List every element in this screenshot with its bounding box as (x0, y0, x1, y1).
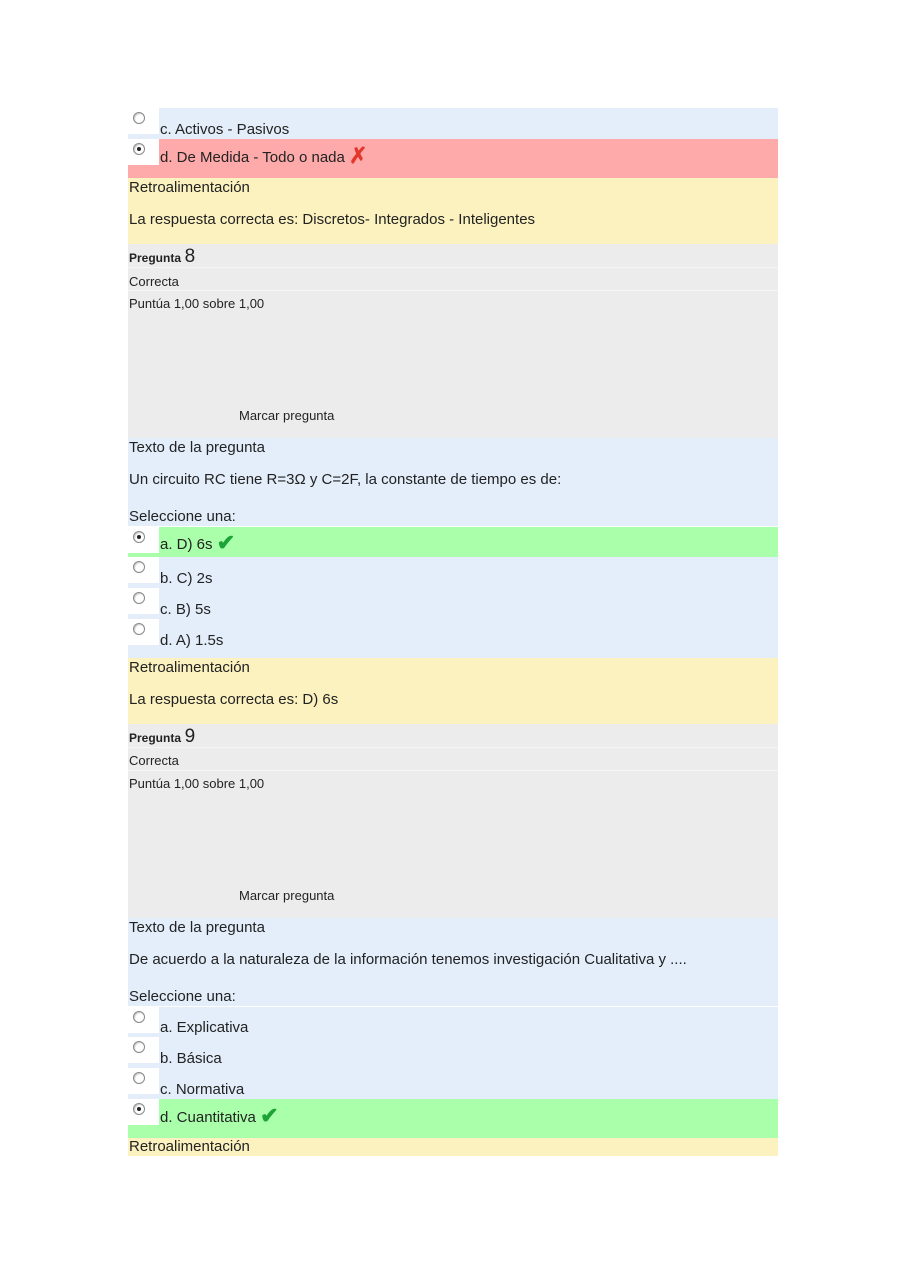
option-label: d. De Medida - Todo o nada (160, 149, 345, 166)
question-text-panel (128, 918, 778, 1006)
feedback-title: Retroalimentación (129, 179, 250, 196)
feedback-text: La respuesta correcta es: D) 6s (129, 691, 339, 708)
feedback-title: Retroalimentación (129, 659, 250, 676)
feedback-panel (128, 178, 778, 244)
feedback-title: Retroalimentación (129, 1138, 250, 1155)
radio-button[interactable] (128, 139, 159, 165)
question-text-panel (128, 438, 778, 526)
option-row[interactable] (128, 557, 778, 588)
option-label: d. Cuantitativa (160, 1109, 256, 1126)
question-info-panel (128, 244, 778, 438)
question-state: Correcta (129, 274, 179, 289)
option-label: a. D) 6s (160, 536, 213, 553)
radio-button[interactable] (128, 527, 159, 553)
question-text: Un circuito RC tiene R=3Ω y C=2F, la constante de tiempo es de: (129, 471, 562, 488)
option-row[interactable] (128, 108, 778, 139)
feedback-text: La respuesta correcta es: Discretos- Integrados - Inteligentes (129, 211, 536, 228)
flag-question-link[interactable]: Marcar pregunta (239, 888, 335, 903)
question-grade: Puntúa 1,00 sobre 1,00 (129, 296, 265, 311)
option-row[interactable] (128, 1068, 778, 1099)
option-row[interactable] (128, 619, 778, 658)
question-text: De acuerdo a la naturaleza de la información tenemos investigación Cualitativa y .... (129, 951, 687, 968)
feedback-panel (128, 1138, 778, 1156)
radio-button[interactable] (128, 1068, 159, 1094)
option-label: b. C) 2s (160, 570, 213, 587)
option-row[interactable] (128, 588, 778, 619)
option-label: c. Normativa (160, 1081, 245, 1098)
question-grade: Puntúa 1,00 sobre 1,00 (129, 776, 265, 791)
radio-button[interactable] (128, 557, 159, 583)
question-number: Pregunta 9 (129, 726, 196, 747)
option-label: c. B) 5s (160, 601, 211, 618)
question-number: Pregunta 8 (129, 246, 196, 267)
incorrect-icon: ✗ (349, 143, 368, 168)
select-prompt: Seleccione una: (129, 508, 236, 525)
question-text-title: Texto de la pregunta (129, 919, 265, 936)
radio-button[interactable] (128, 619, 159, 645)
option-label: b. Básica (160, 1050, 222, 1067)
radio-button[interactable] (128, 1037, 159, 1063)
radio-button[interactable] (128, 108, 159, 134)
option-row[interactable] (128, 1037, 778, 1068)
radio-button[interactable] (128, 1099, 159, 1125)
radio-button[interactable] (128, 588, 159, 614)
correct-icon: ✔ (216, 530, 236, 555)
question-info-panel (128, 724, 778, 918)
option-row-selected-wrong[interactable] (128, 139, 778, 178)
option-row-selected-right[interactable] (128, 527, 778, 557)
flag-question-link[interactable]: Marcar pregunta (239, 408, 335, 423)
option-row[interactable] (128, 1007, 778, 1037)
question-state: Correcta (129, 753, 179, 768)
option-row-selected-right[interactable] (128, 1099, 778, 1138)
select-prompt: Seleccione una: (129, 988, 236, 1005)
option-label: d. A) 1.5s (160, 632, 224, 649)
option-label: c. Activos - Pasivos (160, 121, 290, 138)
radio-button[interactable] (128, 1007, 159, 1033)
correct-icon: ✔ (260, 1103, 279, 1128)
feedback-panel (128, 658, 778, 724)
option-label: a. Explicativa (160, 1019, 249, 1036)
question-text-title: Texto de la pregunta (129, 439, 265, 456)
